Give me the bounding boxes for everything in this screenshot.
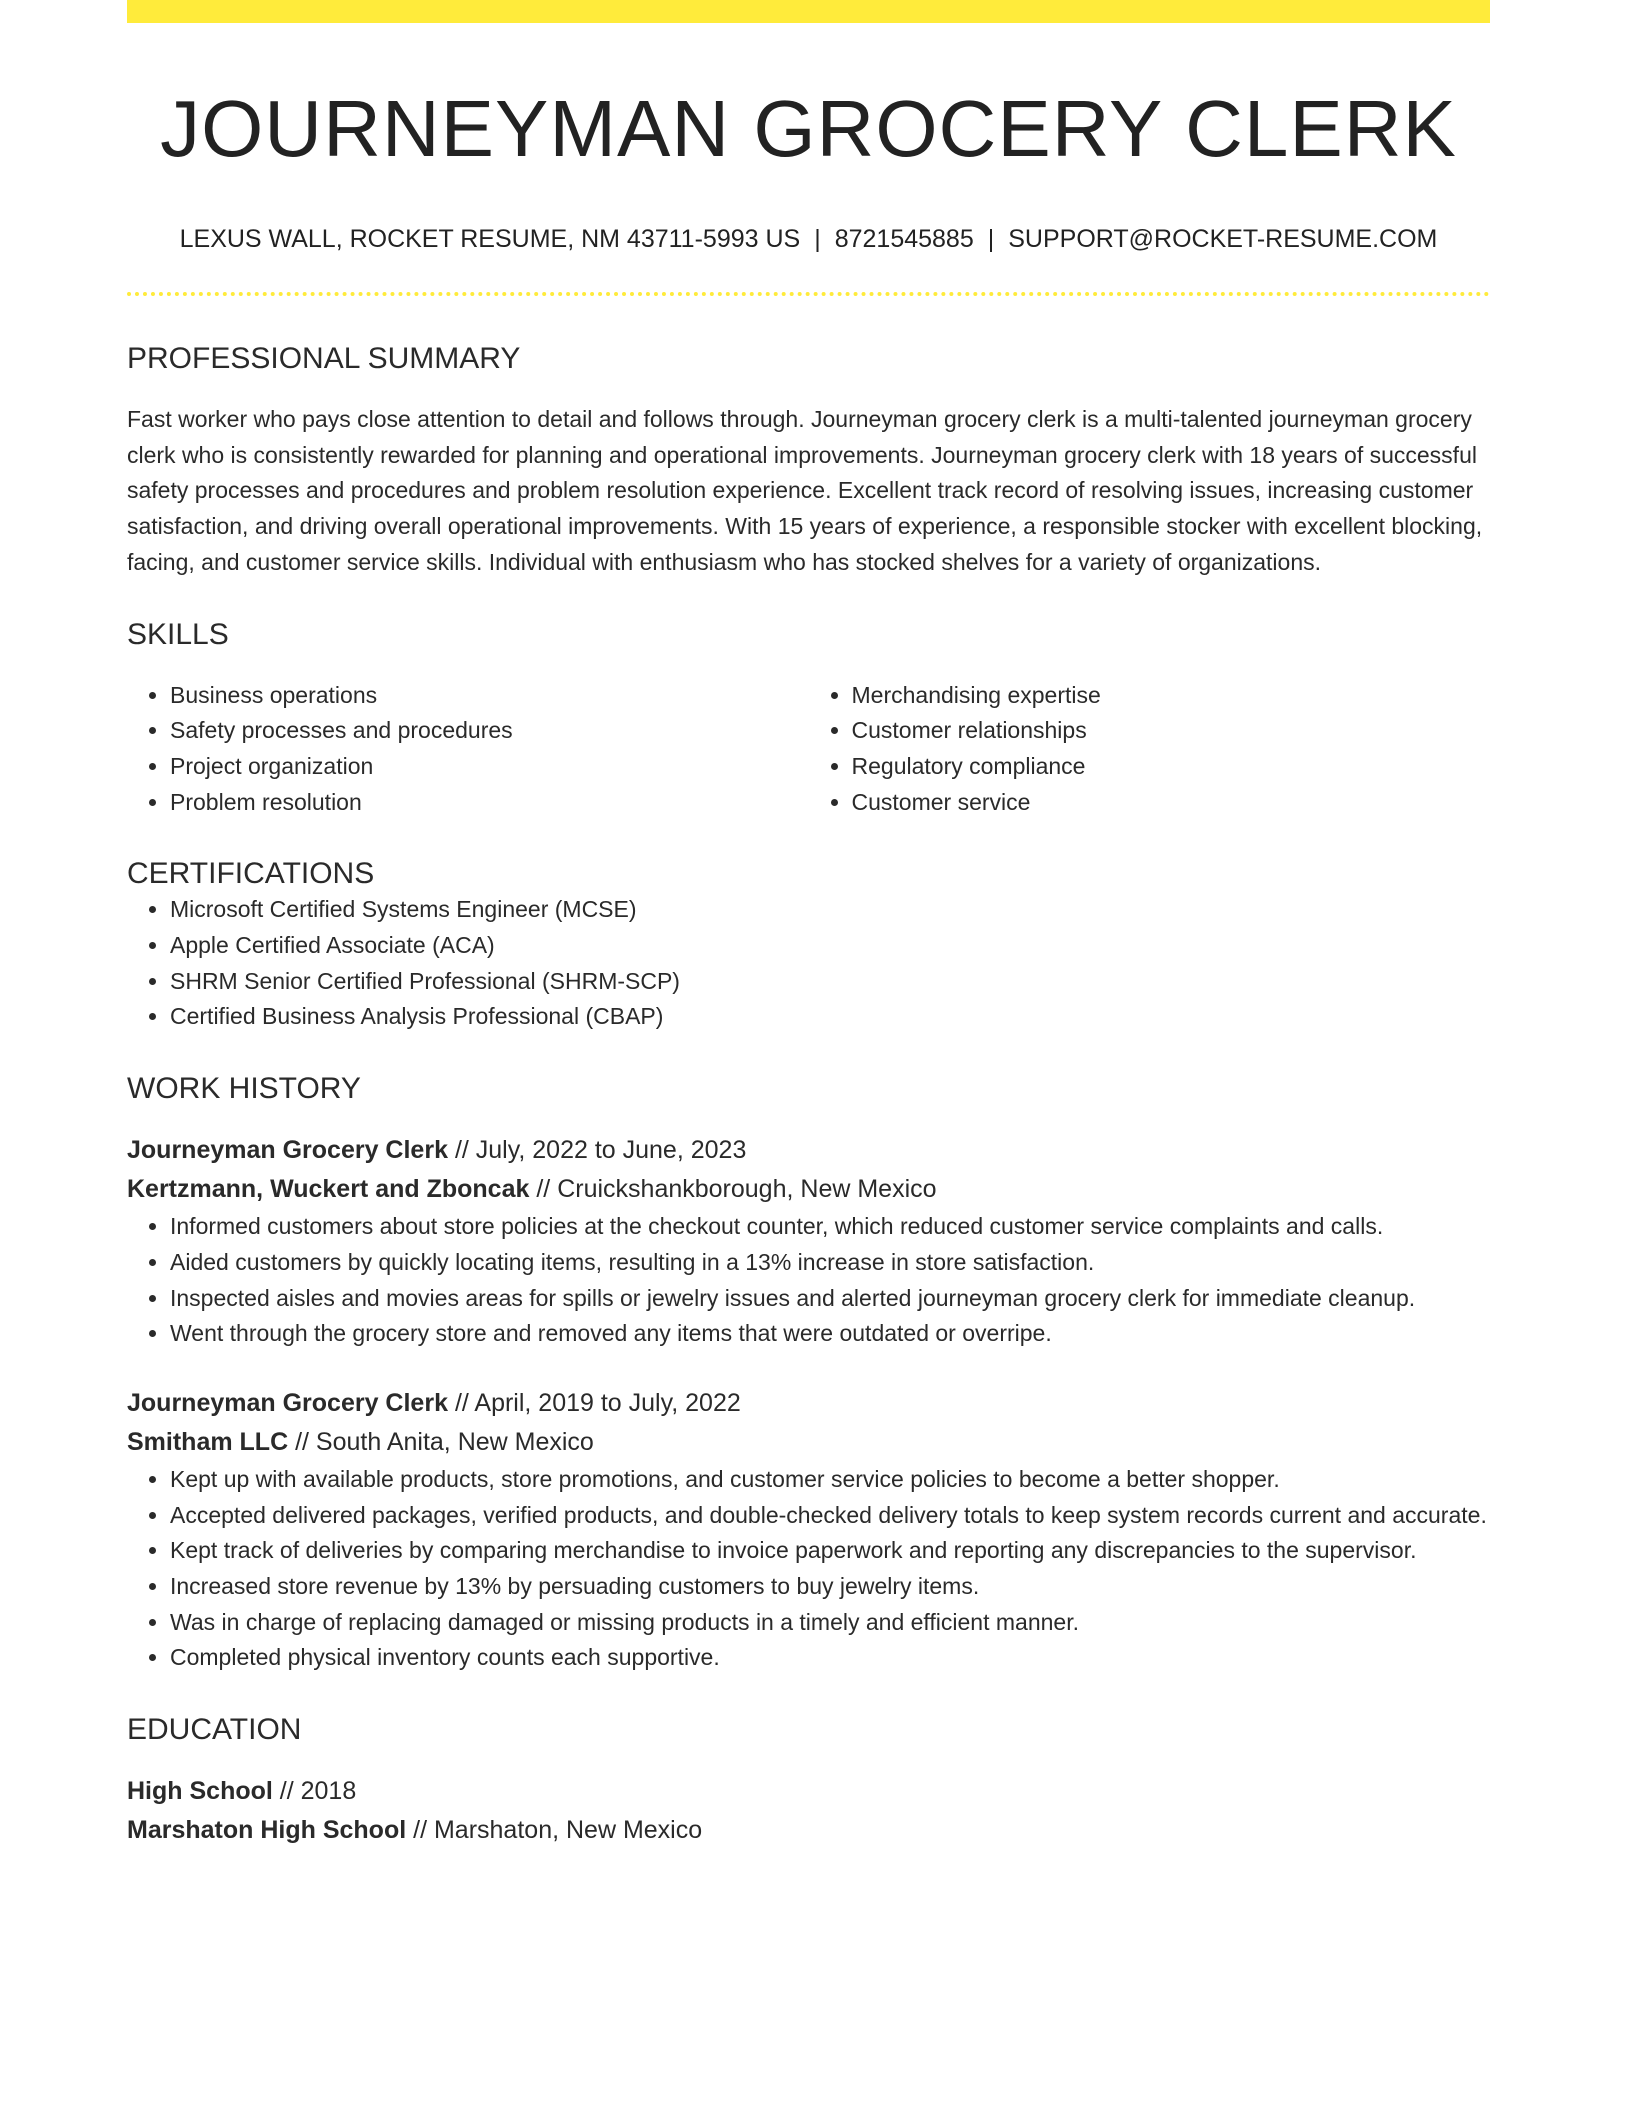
job-location: // Cruickshankborough, New Mexico [536,1175,937,1204]
job-dates: // July, 2022 to June, 2023 [454,1136,747,1165]
resume-page [127,0,1490,1850]
job-header [127,1384,1490,1462]
contact-separator: | [987,225,995,253]
job-company: Kertzmann, Wuckert and Zboncak [127,1175,530,1204]
section-title-summary: PROFESSIONAL SUMMARY [127,342,521,375]
job-bullet: • Inspected aisles and movies areas for spills or jewelry issues and alerted journeyman grocery clerk for immediate cleanup. [170,1281,1490,1317]
contact-separator: | [814,225,821,253]
job-role-line [127,1384,1490,1423]
job-bullet-list [127,1209,1490,1352]
job-bullet: • Was in charge of replacing damaged or missing products in a timely and efficient manner. [170,1605,1490,1641]
section-title-education: EDUCATION [127,1713,302,1747]
job-bullet: • Increased store revenue by 13% by persuading customers to buy jewelry items. [170,1569,1490,1605]
job-company: Smitham LLC [127,1427,289,1456]
job-company-line [127,1423,1490,1462]
education-school-line [127,1811,1490,1850]
education-degree: High School [127,1777,273,1806]
job-bullet: • Aided customers by quickly locating items, resulting in a 13% increase in store satisfaction. [170,1245,1490,1281]
contact-address: LEXUS WALL, ROCKET RESUME, NM 43711-5993 US [179,225,801,253]
education-year: // 2018 [279,1777,357,1806]
section-title-work-history: WORK HISTORY [127,1072,361,1106]
accent-top-bar [127,0,1490,23]
contact-line [127,224,1490,254]
resume-name: JOURNEYMAN GROCERY CLERK [160,84,1457,173]
job-company-line [127,1170,1490,1209]
job-bullet: • Kept up with available products, store promotions, and customer service policies to become a better shopper. [170,1462,1490,1498]
job-bullet: • Kept track of deliveries by comparing merchandise to invoice paperwork and reporting any discrepancies to the supervisor. [170,1533,1490,1569]
skill-item: • Safety processes and procedures [170,713,809,749]
certification-item: • SHRM Senior Certified Professional (SHRM-SCP) [170,964,1490,1000]
contact-email[interactable]: SUPPORT@ROCKET-RESUME.COM [1008,225,1438,253]
skill-item: • Customer service [852,785,1491,821]
job-bullet: • Completed physical inventory counts each supportive. [170,1640,1490,1676]
job-bullet-list [127,1462,1490,1676]
job-role: Journeyman Grocery Clerk [127,1136,448,1165]
education-school: Marshaton High School [127,1816,407,1845]
summary-text: Fast worker who pays close attention to detail and follows through. Journeyman grocery clerk is a multi-talented journeyman grocery clerk who is consistently rewarded for planning and operational improvements. Journeyman grocery clerk with 18 years of successful safety processes and procedures and problem resolution experience. Excellent track record of resolving issues, increasing customer satisfaction, and driving overall operational improvements. With 15 years of experience, a responsible stocker with excellent blocking, facing, and customer service skills. Individual with enthusiasm who has stocked shelves for a variety of organizations. [127,406,1483,575]
skills-columns [127,678,1490,821]
skill-item: • Customer relationships [852,713,1491,749]
skill-item: • Merchandising expertise [852,678,1491,714]
skill-item: • Regulatory compliance [852,749,1491,785]
section-title-certifications: CERTIFICATIONS [127,857,375,891]
skills-list-left [127,678,809,821]
certification-item: • Apple Certified Associate (ACA) [170,928,1490,964]
job-header [127,1131,1490,1209]
job-bullet: • Went through the grocery store and removed any items that were outdated or overripe. [170,1316,1490,1352]
education-entry [127,1772,1490,1850]
skill-item: • Problem resolution [170,785,809,821]
skill-item: • Business operations [170,678,809,714]
job-role-line [127,1131,1490,1170]
job-bullet: • Accepted delivered packages, verified products, and double-checked delivery totals to keep system records current and accurate. [170,1498,1490,1534]
job-dates: // April, 2019 to July, 2022 [454,1388,741,1417]
section-title-skills: SKILLS [127,617,229,651]
job-role: Journeyman Grocery Clerk [127,1388,448,1417]
education-location: // Marshaton, New Mexico [413,1816,703,1845]
skill-item: • Project organization [170,749,809,785]
skills-list-right [809,678,1491,821]
contact-phone: 8721545885 [834,225,974,253]
certifications-list [127,892,1490,1035]
certification-item: • Certified Business Analysis Professional (CBAP) [170,999,1490,1035]
dotted-divider [127,292,1490,296]
education-degree-line [127,1772,1490,1811]
certification-item: • Microsoft Certified Systems Engineer (MCSE) [170,892,1490,928]
job-bullet: • Informed customers about store policies at the checkout counter, which reduced customer service complaints and calls. [170,1209,1490,1245]
job-location: // South Anita, New Mexico [295,1427,594,1456]
